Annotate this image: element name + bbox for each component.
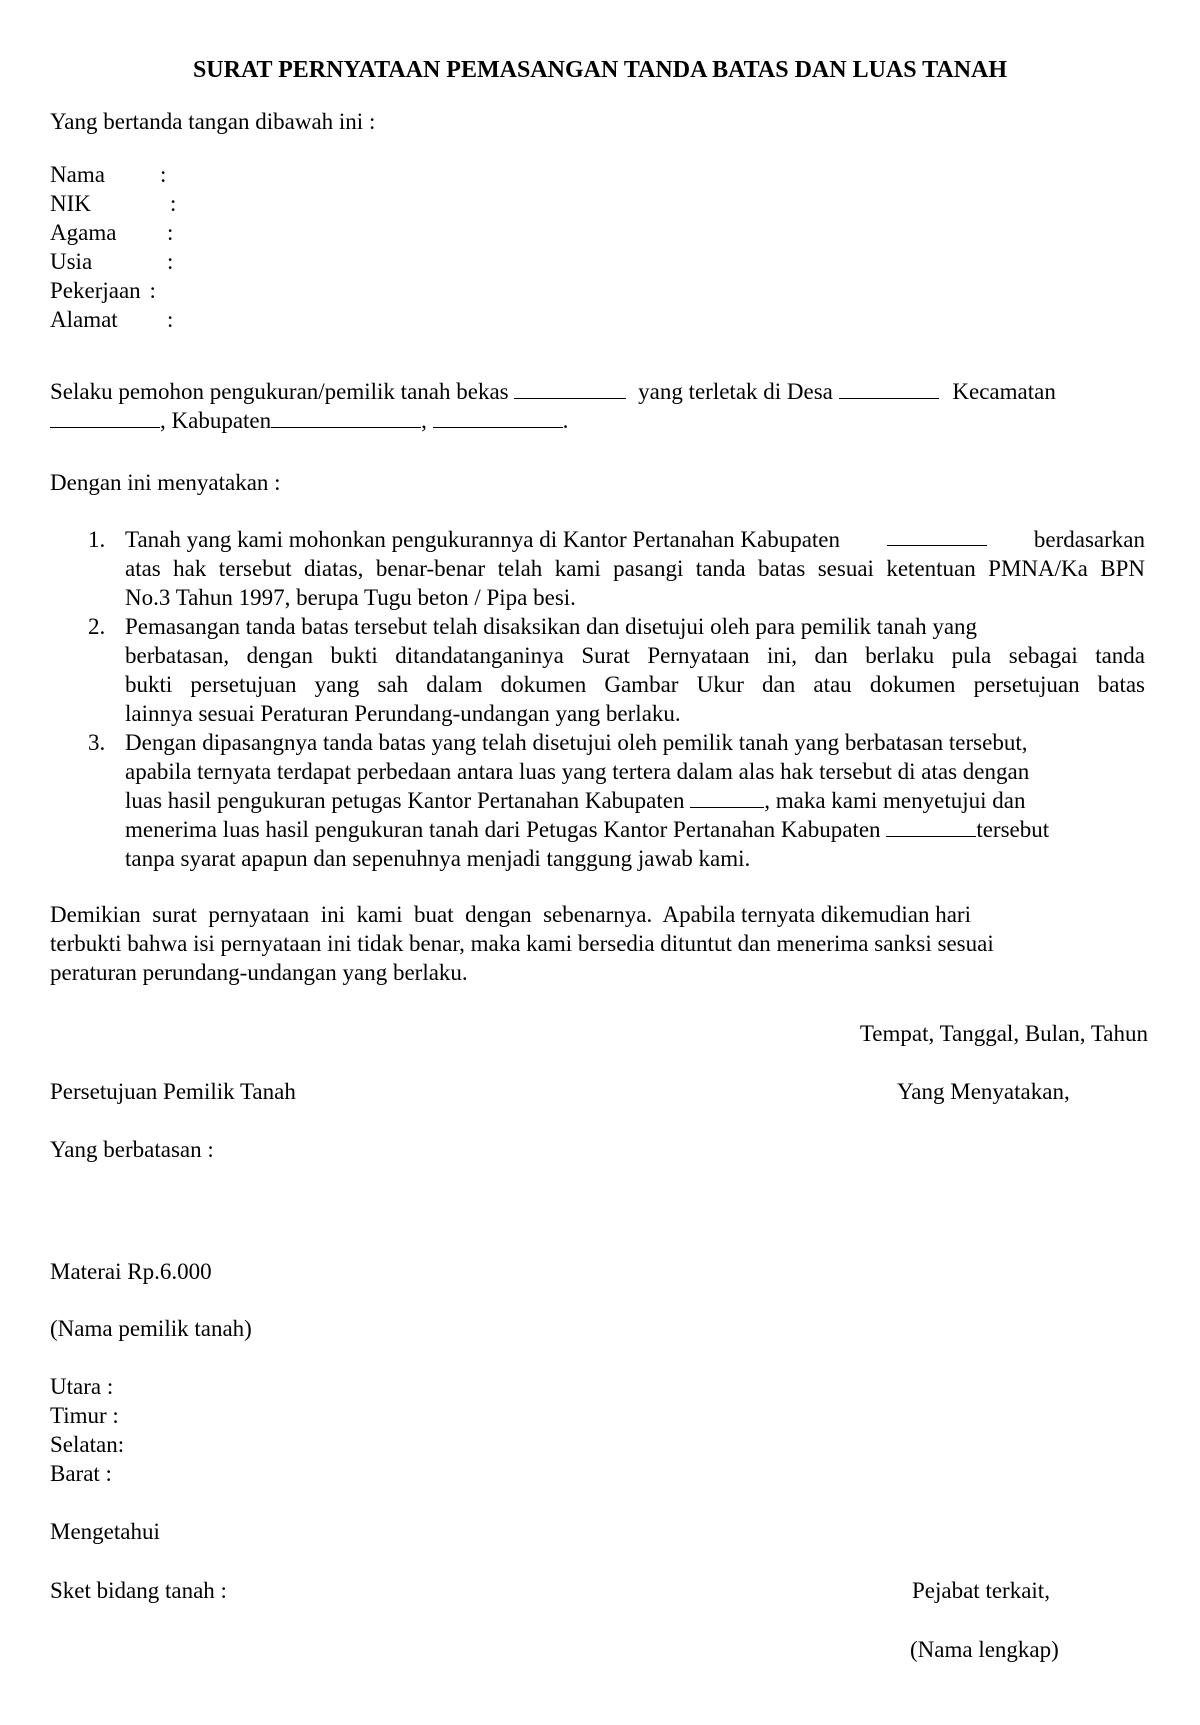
identity-row-pekerjaan — [50, 276, 156, 305]
list-line: tanpa syarat apapun dan sepenuhnya menjadi tanggung jawab kami. — [125, 846, 751, 871]
identity-colon: : — [160, 162, 167, 187]
blank-village — [839, 378, 939, 399]
identity-label: Usia — [50, 249, 93, 274]
list-number: 1. — [88, 527, 106, 552]
blank-province — [433, 407, 563, 428]
closing-line: Demikian surat pernyataan ini kami buat dengan sebenarnya. Apabila ternyata dikemudian hari — [50, 902, 971, 927]
list-line: lainnya sesuai Peraturan Perundang-undangan yang berlaku. — [125, 701, 681, 726]
blank-regency — [271, 407, 421, 428]
applicant-text: . — [562, 408, 569, 433]
identity-colon: : — [170, 191, 177, 216]
blank-regency — [690, 787, 764, 808]
identity-row-nama — [50, 160, 167, 189]
identity-label: Alamat — [50, 307, 118, 332]
closing-line: peraturan perundang-undangan yang berlaku. — [50, 960, 468, 985]
identity-colon: : — [167, 220, 174, 245]
list-line-text: menerima luas hasil pengukuran tanah dari Petugas Kantor Pertanahan Kabupaten — [125, 817, 881, 842]
direction-north: Utara : — [50, 1374, 114, 1399]
identity-row-nik — [50, 189, 177, 218]
blank-regency — [886, 816, 976, 837]
sketch-label: Sket bidang tanah : — [50, 1578, 227, 1603]
owner-name-placeholder: (Nama pemilik tanah) — [50, 1316, 252, 1341]
list-text — [125, 612, 1145, 728]
identity-label: Nama — [50, 162, 105, 187]
bordering-label: Yang berbatasan : — [50, 1137, 214, 1162]
list-number: 3. — [88, 730, 106, 755]
declare-intro: Dengan ini menyatakan : — [50, 470, 281, 495]
acknowledged-label: Mengetahui — [50, 1519, 160, 1544]
list-line — [125, 815, 1145, 844]
identity-row-alamat — [50, 305, 174, 334]
document-title: SURAT PERNYATAAN PEMASANGAN TANDA BATAS DAN LUAS TANAH — [192, 57, 1008, 83]
applicant-text: , Kabupaten — [160, 408, 272, 433]
blank-district — [50, 407, 160, 428]
identity-colon: : — [149, 278, 156, 303]
list-line-text: , maka kami menyetujui dan — [764, 788, 1026, 813]
place-date: Tempat, Tanggal, Bulan, Tahun — [859, 1021, 1148, 1046]
list-text — [125, 728, 1145, 873]
closing-line: terbukti bahwa isi pernyataan ini tidak benar, maka kami bersedia dituntut dan menerima sanksi sesuai — [50, 931, 994, 956]
applicant-text: yang terletak di Desa — [638, 379, 833, 404]
identity-label: Agama — [50, 220, 117, 245]
direction-south: Selatan: — [50, 1432, 125, 1457]
applicant-line-2 — [50, 406, 568, 435]
identity-row-usia — [50, 247, 174, 276]
list-text — [125, 525, 1145, 612]
applicant-text: Selaku pemohon pengukuran/pemilik tanah bekas — [50, 379, 509, 404]
blank-regency — [887, 525, 987, 546]
list-line: atas hak tersebut diatas, benar-benar telah kami pasangi tanda batas sesuai ketentuan PMNA/Ka BPN — [125, 556, 1145, 581]
identity-colon: : — [167, 249, 174, 274]
full-name-placeholder: (Nama lengkap) — [910, 1637, 1059, 1662]
list-line: apabila ternyata terdapat perbedaan antara luas yang tertera dalam alas hak tersebut di atas dengan — [125, 759, 1030, 784]
direction-west: Barat : — [50, 1461, 112, 1486]
list-line — [125, 525, 1145, 554]
owner-approval-label: Persetujuan Pemilik Tanah — [50, 1079, 296, 1104]
intro-text: Yang bertanda tangan dibawah ini : — [50, 109, 376, 134]
blank-former-land — [514, 378, 626, 399]
list-line-text: Tanah yang kami mohonkan pengukurannya di Kantor Pertanahan Kabupaten — [125, 527, 840, 552]
identity-row-agama — [50, 218, 174, 247]
applicant-line-1 — [50, 377, 1056, 406]
applicant-text: , — [421, 408, 427, 433]
identity-colon: : — [167, 307, 174, 332]
identity-label: Pekerjaan — [50, 278, 141, 303]
list-line: Pemasangan tanda batas tersebut telah disaksikan dan disetujui oleh para pemilik tanah yang — [125, 614, 978, 639]
list-number: 2. — [88, 614, 106, 639]
list-line: No.3 Tahun 1997, berupa Tugu beton / Pipa besi. — [125, 585, 576, 610]
list-line-text: berdasarkan — [1033, 527, 1145, 552]
stamp-label: Materai Rp.6.000 — [50, 1259, 212, 1284]
list-line-text: tersebut — [976, 817, 1050, 842]
declarant-label: Yang Menyatakan, — [897, 1079, 1070, 1104]
list-line — [125, 786, 1145, 815]
applicant-text: Kecamatan — [952, 379, 1056, 404]
identity-label: NIK — [50, 191, 91, 216]
list-line: bukti persetujuan yang sah dalam dokumen Gambar Ukur dan atau dokumen persetujuan batas — [125, 672, 1145, 697]
list-line-text: luas hasil pengukuran petugas Kantor Pertanahan Kabupaten — [125, 788, 685, 813]
official-label: Pejabat terkait, — [912, 1578, 1050, 1603]
direction-east: Timur : — [50, 1403, 119, 1428]
list-line: Dengan dipasangnya tanda batas yang telah disetujui oleh pemilik tanah yang berbatasan tersebut, — [125, 730, 1028, 755]
list-line: berbatasan, dengan bukti ditandatanganinya Surat Pernyataan ini, dan berlaku pula sebagai tanda — [125, 643, 1145, 668]
